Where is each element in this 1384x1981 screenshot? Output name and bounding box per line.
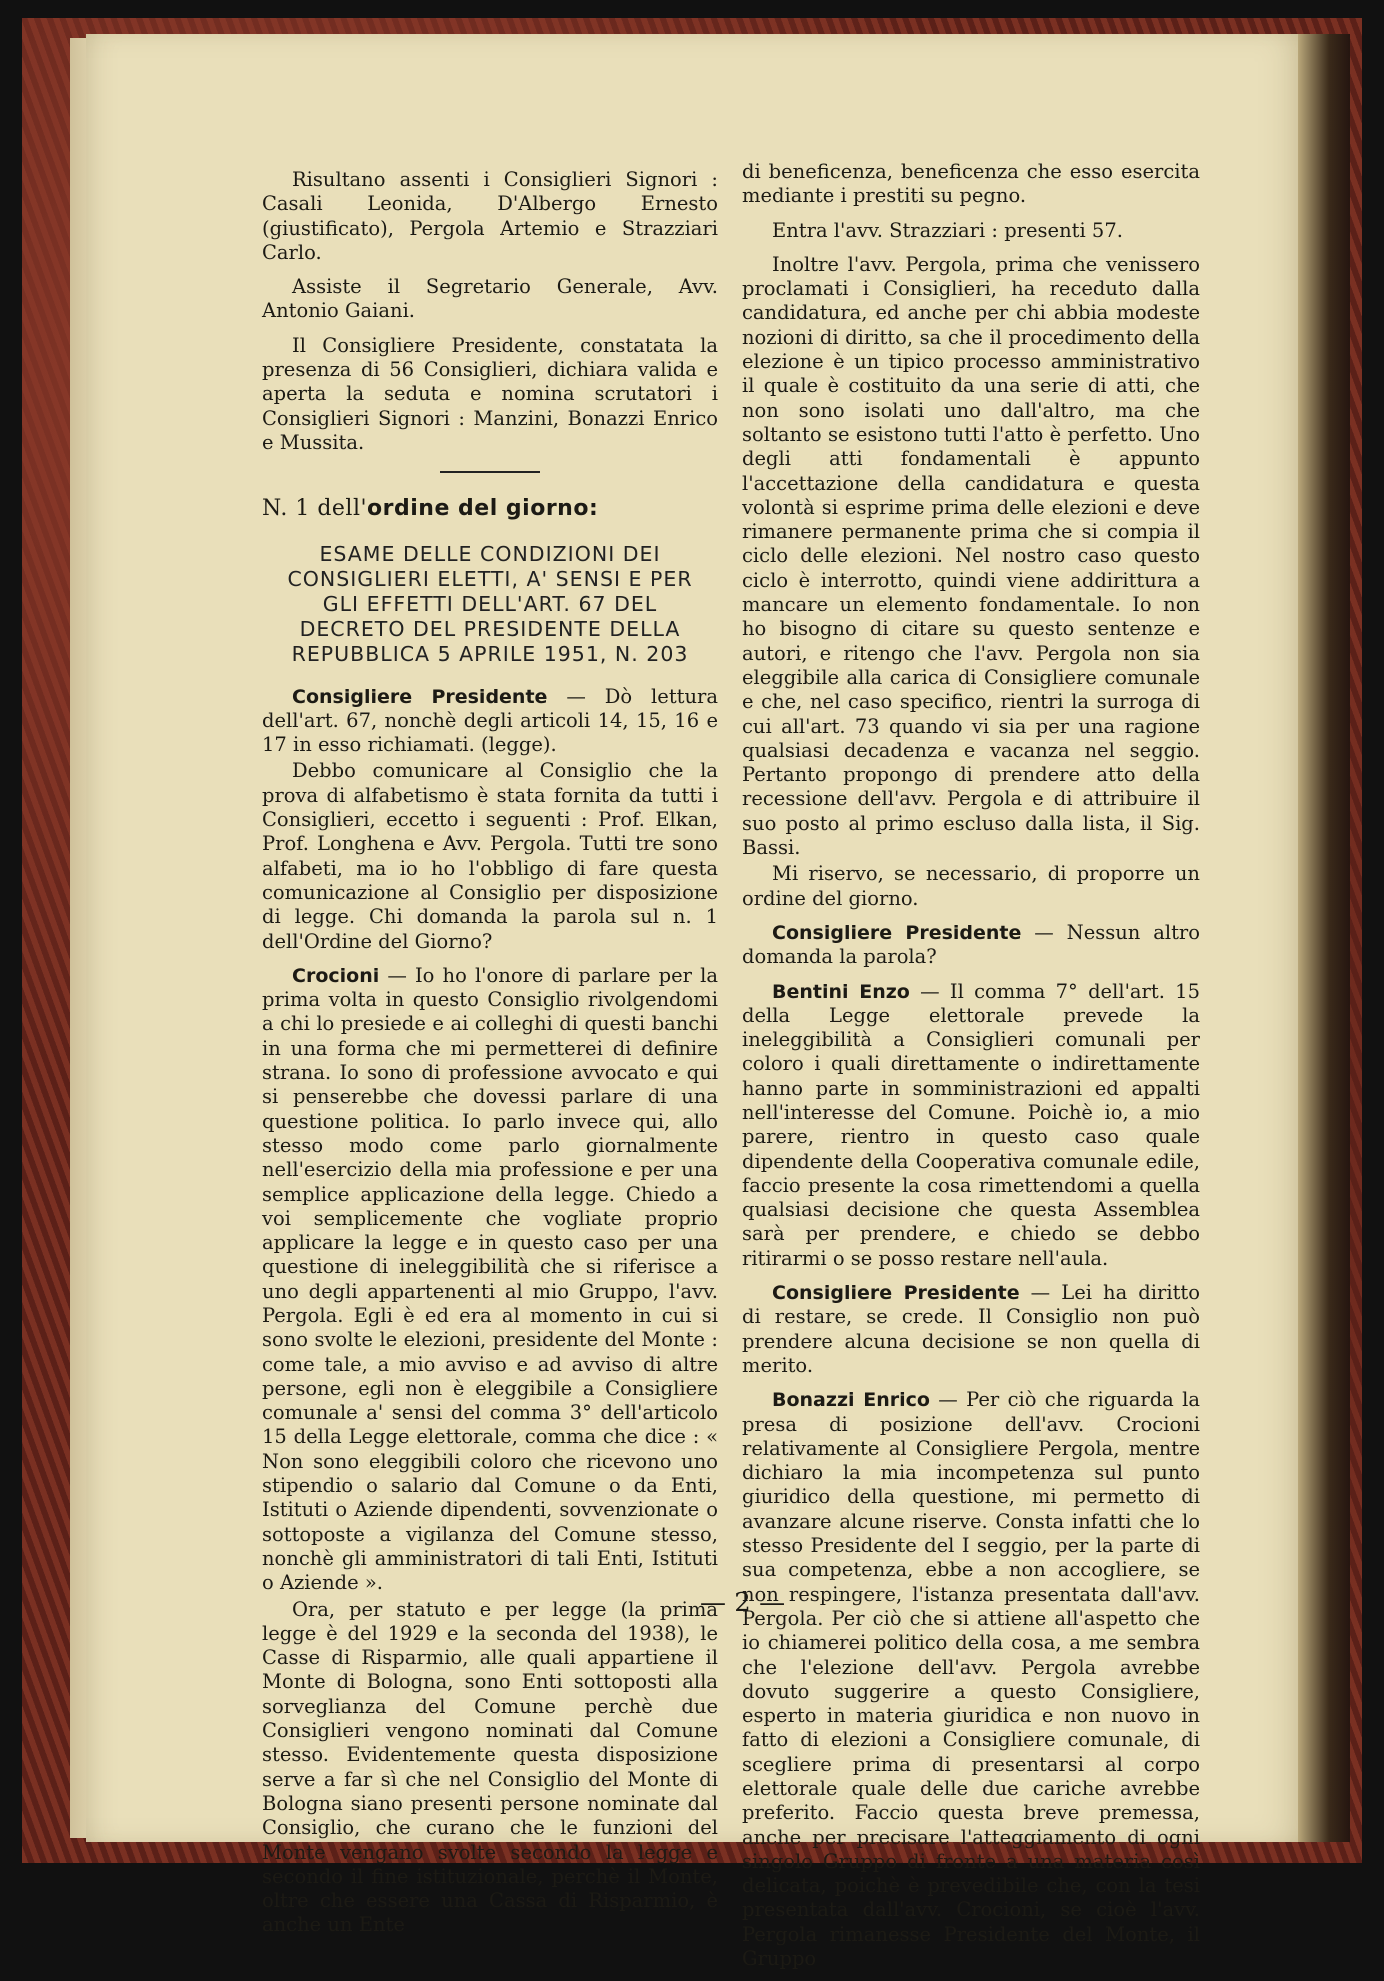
crocioni-continued: di beneficenza, beneficenza che esso esercita mediante i prestiti su pegno. [742,160,1200,208]
speech-presidente-2: Consigliere Presidente — Nessun altro domanda la parola? [742,920,1200,969]
crocioni-argument: Inoltre l'avv. Pergola, prima che venissero proclamati i Consiglieri, ha receduto dalla candidatura, ed anche per chi abbia modeste nozioni di diritto, sa che il procedimento della elezione è un tipico processo amministrativo il quale è costituito da una serie di atti, che non sono isolati uno dall'altro, ma che soltanto se esistono tutti l'atto è perfetto. Uno degli atti fondamentali è appunto l'accettazione della candidatura e questa volontà si esprime prima delle elezioni e deve rimanere permanente prima che si compia il ciclo delle elezioni. Nel nostro caso questo ciclo è interrotto, quindi viene addirittura a mancare un elemento fondamentale. Io non ho bisogno di citare su questo sentenze e autori, e ritengo che l'avv. Pergola non sia eleggibile alla carica di Consigliere comunale e che, nel caso specifico, rientri la surroga di cui all'art. 73 quando vi sia per una ragione qualsiasi decadenza e vacanza nel seggio. Pertanto propongo di prendere atto della recessione dell'avv. Pergola e di attribuire il suo posto al primo escluso dalla lista, il Sig. Bassi. [742,252,1200,860]
speech-bentini: Bentini Enzo — Il comma 7° dell'art. 15 della Legge elettorale prevede la ineleggibilità a Consiglieri comunali per coloro i quali direttamente o indirettamente hanno parte in somministrazioni ed appalti nell'interesse del Comune. Poichè io, a mio parere, rientro in questo caso quale dipendente della Cooperativa comunale edile, faccio presente la cosa rimettendomi a quella qualsiasi decisione che questa Assemblea sarà per prendere, e chiedo se debbo ritirarmi o se posso restare nell'aula. [742,979,1200,1270]
speaker-name: Bonazzi Enrico [772,1389,930,1412]
speaker-name: Consigliere Presidente [292,685,548,708]
crocioni-closing: Mi riservo, se necessario, di proporre un ordine del giorno. [742,862,1200,910]
absent-councillors: Risultano assenti i Consiglieri Signori : Casali Leonida, D'Albergo Ernesto (giustificato), Pergola Artemio e Strazziari Carlo. [262,168,718,264]
speech-presidente-3: Consigliere Presidente — Lei ha diritto di restare, se crede. Il Consiglio non può prendere alcuna decisione se non quella di merito. [742,1281,1200,1377]
session-opening: Il Consigliere Presidente, constatata la presenza di 56 Consiglieri, dichiara valida e aperta la seduta e nomina scrutatori i Consiglieri Signori : Manzini, Bonazzi Enrico e Mussita. [262,333,718,454]
book-spine [1298,34,1350,1842]
speaker-name: Consigliere Presidente [772,1282,1020,1305]
secretary-note: Assiste il Segretario Generale, Avv. Antonio Gaiani. [262,275,718,323]
speech-crocioni-cont: Ora, per statuto e per legge (la prima legge è del 1929 e la seconda del 1938), le Casse di Risparmio, alle quali appartiene il Monte di Bologna, sono Enti sottoposti alla sorveglianza del Comune perchè due Consiglieri vengono nominati dal Comune stesso. Evidentemente questa disposizione serve a far sì che nel Consiglio del Monte di Bologna siano presenti persone nominate dal Consiglio, che curano che le funzioni del Monte vengano svolte secondo la legge e secondo il fine istituzionale, perchè il Monte, oltre che essere una Cassa di Risparmio, è anche un Ente [262,1597,718,1937]
speaker-name: Consigliere Presidente [772,921,1022,944]
agenda-item-title: N. 1 dell'ordine del giorno: [262,496,599,522]
speech-crocioni: Crocioni — Io ho l'onore di parlare per la prima volta in questo Consiglio rivolgendomi a chi lo presiede e ai colleghi di questi banchi in una forma che mi permetterei di definire strana. Io sono di professione avvocato e qui si penserebbe che dovessi parlare di una questione politica. Io parlo invece qui, allo stesso modo come parlo giornalmente nell'esercizio della mia professione e per una semplice applicazione della legge. Chiedo a voi semplicemente che vogliate proprio applicare la legge e in questo caso per una questione di ineleggibilità che si riferisce a uno degli appartenenti al mio Gruppo, l'avv. Pergola. Egli è ed era al momento in cui si sono svolte le elezioni, presidente del Monte : come tale, a mio avviso e ad avviso di altre persone, egli non è eleggibile a Consigliere comunale a' sensi del comma 3° dell'articolo 15 della Legge elettorale, comma che dice : « Non sono eleggibili coloro che ricevono uno stipendio o salario dal Comune o da Enti, Istituti o Aziende dipendenti, sovvenzionate o sottoposte a vigilanza del Comune stesso, nonchè gli amministratori di tali Enti, Istituti o Aziende ». [262,963,718,1595]
speech-presidente-1-cont: Debbo comunicare al Consiglio che la prova di alfabetismo è stata fornita da tutti i Consiglieri, eccetto i seguenti : Prof. Elkan, Prof. Longhena e Avv. Pergola. Tutti tre sono alfabeti, ma io ho l'obbligo di fare questa comunicazione al Consiglio per disposizione di legge. Chi domanda la parola sul n. 1 dell'Ordine del Giorno? [262,759,718,953]
speaker-name: Crocioni [292,964,380,987]
right-column [742,160,1200,1981]
speech-presidente-1: Consigliere Presidente — Dò lettura dell'art. 67, nonchè degli articoli 14, 15, 16 e 17 in esso richiamati. (legge). [262,684,718,757]
agenda-heading: ESAME DELLE CONDIZIONI DEI CONSIGLIERI ELETTI, A' SENSI E PER GLI EFFETTI DELL'ART. 67 DEL DECRETO DEL PRESIDENTE DELLA REPUBBLICA 5 APRILE 1951, N. 203 [287,541,693,666]
entry-note: Entra l'avv. Strazziari : presenti 57. [772,218,1123,242]
speech-bonazzi: Bonazzi Enrico — Per ciò che riguarda la presa di posizione dell'avv. Crocioni relativamente al Consigliere Pergola, mentre dichiaro la mia incompetenza sul punto giuridico della questione, mi permetto di avanzare alcune riserve. Consta infatti che lo stesso Presidente del I seggio, per la parte di sua competenza, ebbe a non accogliere, se non respingere, l'istanza presentata dall'avv. Pergola. Per ciò che si attiene all'aspetto che io chiamerei politico della cosa, a me sembra che l'elezione dell'avv. Pergola avrebbe dovuto suggerire a questo Consigliere, esperto in materia giuridica e non nuovo in fatto di elezioni a Consigliere comunale, di scegliere prima di presentarsi al corpo elettorale quale delle due cariche avrebbe preferito. Faccio questa breve premessa, anche per precisare l'atteggiamento di ogni singolo Gruppo di fronte a una materia così delicata, poichè è prevedibile che, con la tesi presentata dall'avv. Crocioni, se cioè l'avv. Pergola rimanesse Presidente del Monte, il Gruppo [742,1388,1200,1971]
divider [440,471,540,473]
speaker-name: Bentini Enzo [772,980,910,1003]
left-column [262,168,718,1948]
page-number: — 2 — [700,1588,786,1618]
